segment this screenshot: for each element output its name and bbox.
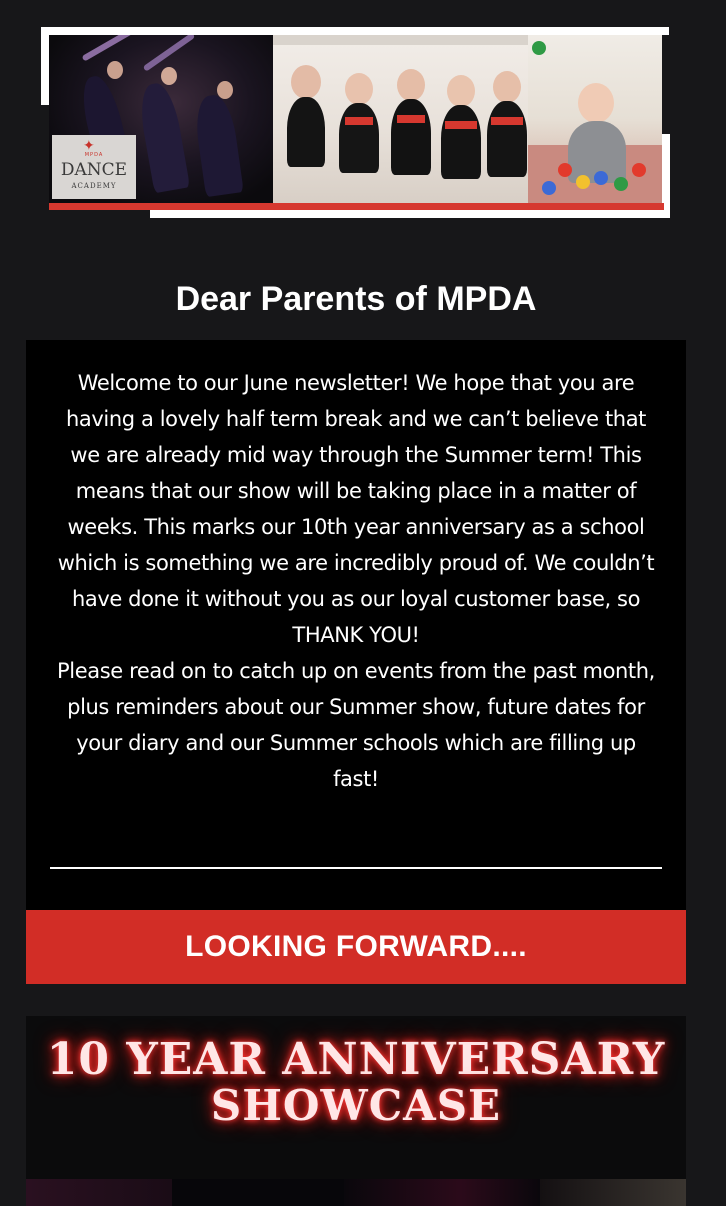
logo-small-text: MPDA — [84, 152, 104, 158]
collage-red-strip — [49, 203, 664, 210]
collage-frame-top-right — [526, 27, 669, 35]
showcase-photo-strip-4 — [540, 1179, 686, 1206]
intro-text — [54, 365, 658, 797]
intro-paragraph-1: Welcome to our June newsletter! We hope that you are having a lovely half term break and we can’t believe that we are already mid way through the Summer term! This means that our show will be taking place in a matter of weeks. This marks our 10th year anniversary as a school which is something we are incredibly proud of. We couldn’t have done it without you as our loyal customer base, so THANK YOU! — [57, 371, 655, 647]
mpda-dance-academy-logo — [52, 135, 136, 199]
showcase-title-line-2: SHOWCASE — [210, 1081, 502, 1130]
toddler-ball-pit-photo — [528, 35, 662, 203]
header-collage — [40, 26, 672, 220]
dancer-logo-icon: ✦ — [83, 138, 95, 154]
showcase-title-line-1: 10 YEAR ANNIVERSARY — [46, 1034, 666, 1085]
showcase-title — [26, 1036, 686, 1128]
looking-forward-banner — [26, 910, 686, 984]
section-divider — [50, 867, 662, 869]
intro-section — [26, 340, 686, 910]
showcase-photo-strip-3 — [344, 1179, 540, 1206]
greeting-title: Dear Parents of MPDA — [175, 280, 537, 318]
showcase-photo-strip-2 — [172, 1179, 344, 1206]
kids-dance-class-photo — [273, 35, 528, 203]
showcase-photo-strip-1 — [26, 1179, 172, 1206]
logo-main-text: DANCE — [60, 160, 128, 180]
anniversary-showcase-image — [26, 1016, 686, 1206]
intro-paragraph-2: Please read on to catch up on events from the past month, plus reminders about our Summer show, future dates for your diary and our Summer schools which are filling up fast! — [57, 659, 655, 791]
banner-label: LOOKING FORWARD.... — [185, 930, 527, 963]
logo-sub-text: ACADEMY — [71, 182, 117, 190]
